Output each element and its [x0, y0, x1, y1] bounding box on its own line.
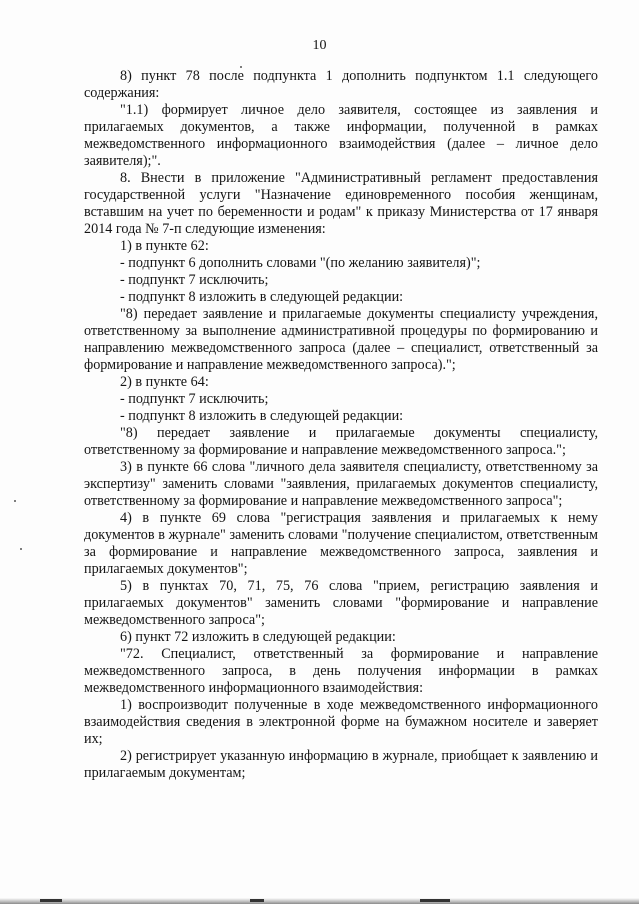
- paragraph-quote-72: "72. Специалист, ответственный за формирование и направление межведомственного запроса, в день получения информации в рамках межведомственного информационного взаимодействия:: [84, 646, 598, 696]
- paragraph-point-66: 3) в пункте 66 слова "личного дела заявителя специалисту, ответственному за экспертизу" заменить словами "заявления, прилагаемых документов специалисту, ответственному за формирование и направление межведомственного запроса";: [84, 459, 598, 509]
- paragraph-item-1: 1) воспроизводит полученные в ходе межведомственного информационного взаимодействия сведения в электронной форме на бумажном носителе и заверяет их;: [84, 697, 598, 747]
- paragraph-point-72: 6) пункт 72 изложить в следующей редакции:: [120, 629, 396, 645]
- paragraph-point-64: 2) в пункте 64:: [120, 374, 209, 390]
- paragraph-item-2: 2) регистрирует указанную информацию в журнале, приобщает к заявлению и прилагаемым документам;: [84, 748, 598, 781]
- paragraph-quote-1-1: "1.1) формирует личное дело заявителя, состоящее из заявления и прилагаемых документов, а также информации, полученной в рамках межведомственного информационного взаимодействия (далее – личное дело заявителя);".: [84, 102, 598, 169]
- document-body: [84, 68, 598, 782]
- scan-bottom-edge: [0, 898, 639, 904]
- paragraph-point-69: 4) в пункте 69 слова "регистрация заявления и прилагаемых к нему документов в журнале" заменить словами "получение специалистом, ответственным за формирование и направление межведомственного запроса, заявления и прилагаемых документов";: [84, 510, 598, 577]
- paragraph-point-62: 1) в пункте 62:: [120, 238, 209, 254]
- paragraph-subpoint-6: - подпункт 6 дополнить словами "(по желанию заявителя)";: [120, 255, 481, 271]
- scan-speck: [240, 66, 242, 68]
- scan-speck: [20, 548, 22, 550]
- page-number: 10: [312, 38, 327, 53]
- paragraph-points-70-76: 5) в пунктах 70, 71, 75, 76 слова "прием, регистрацию заявления и прилагаемых документов" заменить словами "формирование и направление межведомственного запроса";: [84, 578, 598, 628]
- scan-speck: [14, 500, 16, 502]
- paragraph-subpoint-7: - подпункт 7 исключить;: [120, 272, 269, 288]
- paragraph-item-8: 8) пункт 78 после подпункта 1 дополнить подпунктом 1.1 следующего содержания:: [84, 68, 598, 101]
- scan-mark: [250, 899, 264, 902]
- paragraph-subpoint-8: - подпункт 8 изложить в следующей редакции:: [120, 289, 404, 305]
- paragraph-quote-8-a: "8) передает заявление и прилагаемые документы специалисту учреждения, ответственному за выполнение административной процедуры по формированию и направлению межведомственного запроса (далее – специалист, ответственный за формирование и направление межведомственного запроса).";: [84, 306, 598, 373]
- paragraph-subpoint-8-b: - подпункт 8 изложить в следующей редакции:: [120, 408, 404, 424]
- scan-mark: [40, 899, 62, 902]
- paragraph-quote-8-b: "8) передает заявление и прилагаемые документы специалисту, ответственному за формирование и направление межведомственного запроса.";: [84, 425, 598, 458]
- paragraph-section-8: 8. Внести в приложение "Административный регламент предоставления государственной услуги "Назначение единовременного пособия женщинам, вставшим на учет по беременности и родам" к приказу Министерства от 17 января 2014 года № 7-п следующие изменения:: [84, 170, 598, 237]
- scan-mark: [420, 899, 450, 902]
- paragraph-subpoint-7-b: - подпункт 7 исключить;: [120, 391, 269, 407]
